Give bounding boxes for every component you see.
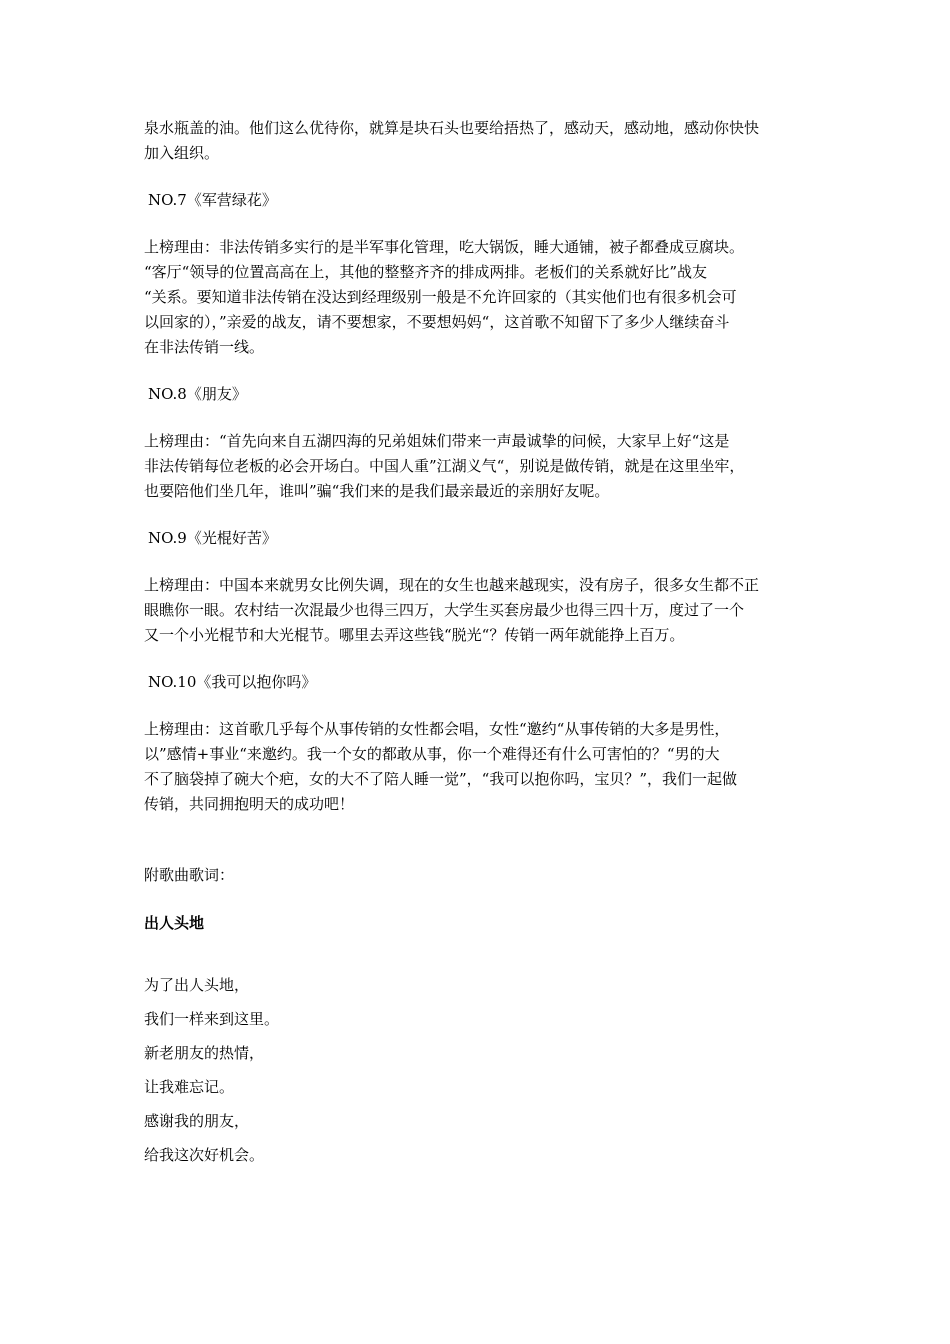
entry-heading-no9: NO.9《光棍好苦》 <box>148 529 277 547</box>
appendix-label: 附歌曲歌词： <box>144 866 235 884</box>
lyric-line: 让我难忘记。 <box>144 1078 235 1096</box>
lyric-line: 新老朋友的热情， <box>144 1044 265 1062</box>
song-title: 出人头地 <box>144 914 205 932</box>
entry-reason-no10: 上榜理由：这首歌几乎每个从事传销的女性都会唱，女性“邀约“从事传销的大多是男性， 以”感情+事业“来邀约。我一个女的都敢从事，你一个难得还有什么可害怕的？“男的大 不了脑袋掉了碗大个疤，女的大不了陪人睡一觉”，“我可以抱你吗，宝贝？”，我们一起做 传销，共同拥抱明天的成功吧！ <box>144 720 738 813</box>
entry-heading-no7: NO.7《军营绿花》 <box>148 191 277 209</box>
lyric-line: 我们一样来到这里。 <box>144 1010 280 1028</box>
entry-reason-no7: 上榜理由：非法传销多实行的是半军事化管理，吃大锅饭，睡大通铺，被子都叠成豆腐块。 “客厅“领导的位置高高在上，其他的整整齐齐的排成两排。老板们的关系就好比”战友 “关系。要知道非法传销在没达到经理级别一般是不允许回家的（其实他们也有很多机会可 以回家的），”亲爱的战友，请不要想家，不要想妈妈“，这首歌不知留下了多少人继续奋斗 在非法传销一线。 <box>144 238 745 356</box>
lyrics-block <box>144 968 810 1172</box>
lyric-line: 给我这次好机会。 <box>144 1146 265 1164</box>
entry-reason-no8: 上榜理由：“首先向来自五湖四海的兄弟姐妹们带来一声最诚挚的问候，大家早上好“这是 非法传销每位老板的必会开场白。中国人重”江湖义气“，别说是做传销，就是在这里坐牢， 也要陪他们坐几年，谁叫”骗“我们来的是我们最亲最近的亲朋好友呢。 <box>144 432 745 500</box>
document-page <box>144 116 810 1172</box>
entry-reason-no9: 上榜理由：中国本来就男女比例失调，现在的女生也越来越现实，没有房子，很多女生都不正 眼瞧你一眼。农村结一次混最少也得三四万，大学生买套房最少也得三四十万，度过了一个 又一个小光棍节和大光棍节。哪里去弄这些钱“脱光“？传销一两年就能挣上百万。 <box>144 576 760 644</box>
intro-paragraph: 泉水瓶盖的油。他们这么优待你，就算是块石头也要给捂热了，感动天，感动地，感动你快快 加入组织。 <box>144 119 760 162</box>
entry-heading-no8: NO.8《朋友》 <box>148 385 247 403</box>
lyric-line: 为了出人头地， <box>144 976 250 994</box>
lyric-line: 感谢我的朋友， <box>144 1112 250 1130</box>
entry-heading-no10: NO.10《我可以抱你吗》 <box>148 673 317 691</box>
